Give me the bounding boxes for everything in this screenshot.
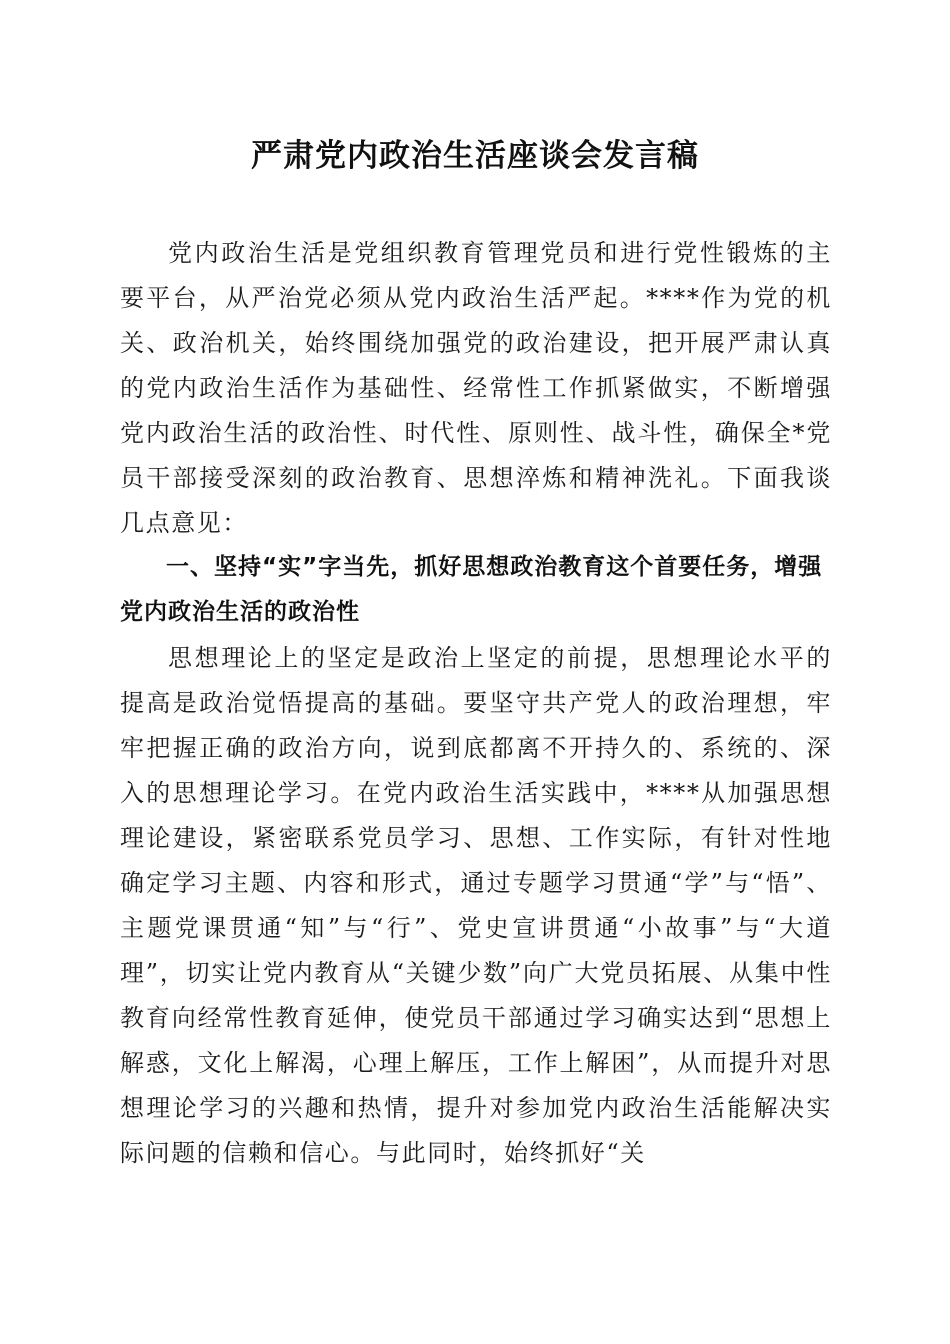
document-title: 严肃党内政治生活座谈会发言稿 bbox=[251, 138, 699, 174]
section-heading-1: 一、坚持“实”字当先，抓好思想政治教育这个首要任务，增强党内政治生活的政治性 bbox=[120, 554, 823, 625]
section-1-paragraph: 思想理论上的坚定是政治上坚定的前提，思想理论水平的提高是政治觉悟提高的基础。要坚守共产党人的政治理想，牢牢把握正确的政治方向，说到底都离不开持久的、系统的、深入的思想理论学习。在党内政治生活实践中，****从加强思想理论建设，紧密联系党员学习、思想、工作实际，有针对性地确定学习主题、内容和形式，通过专题学习贯通“学”与“悟”、主题党课贯通“知”与“行”、党史宣讲贯通“小故事”与“大道理”，切实让党内教育从“关键少数”向广大党员拓展、从集中性教育向经常性教育延伸，使党员干部通过学习确实达到“思想上解惑，文化上解渴，心理上解压，工作上解困”，从而提升对思想理论学习的兴趣和热情，提升对参加党内政治生活能解决实际问题的信赖和信心。与此同时，始终抓好“关 bbox=[120, 644, 832, 1167]
intro-paragraph: 党内政治生活是党组织教育管理党员和进行党性锻炼的主要平台，从严治党必须从党内政治生活严起。****作为党的机关、政治机关，始终围绕加强党的政治建设，把开展严肃认真的党内政治生活作为基础性、经常性工作抓紧做实，不断增强党内政治生活的政治性、时代性、原则性、战斗性，确保全*党员干部接受深刻的政治教育、思想淬炼和精神洗礼。下面我谈几点意见： bbox=[120, 239, 832, 537]
